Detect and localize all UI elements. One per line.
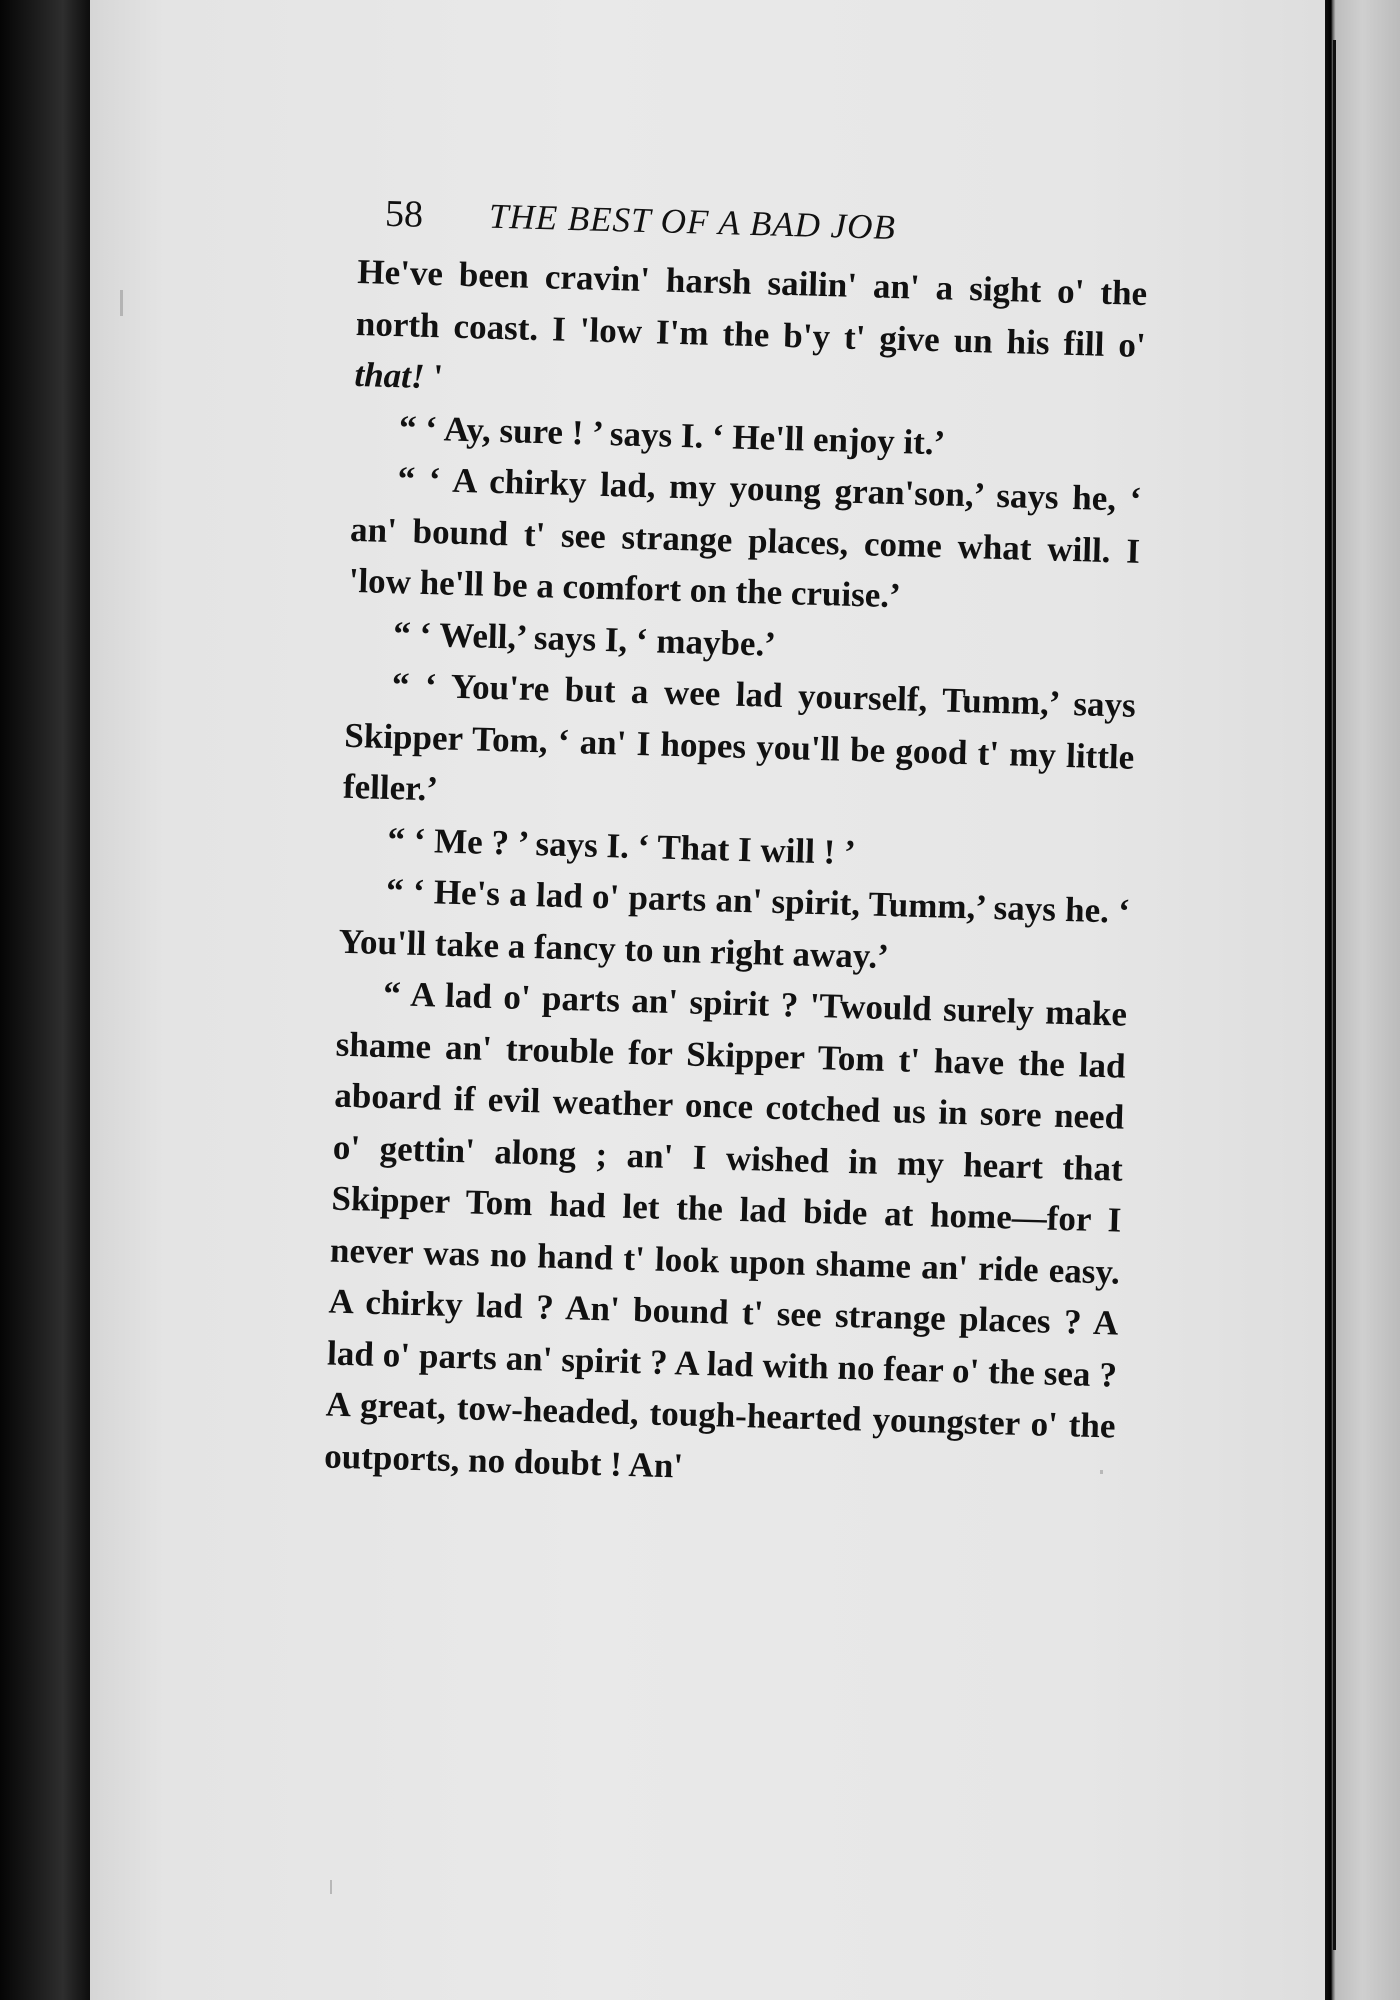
paragraph-text: “ ‘ Me ? ’ says I. ‘ That I will ! ’	[387, 819, 857, 872]
paragraph-text: “ A lad o' parts an' spirit ? 'Twould surely make shame an' trouble for Skipper Tom t' have the lad aboard if evil weather once cotched us in sore need o' gettin' along ; an' I wished in my heart that Skipper Tom had let the lad bide at home—for I never was no hand t' look upon shame an' ride easy. A chirky lad ? An' bound t' see strange places ? A lad o' parts an' spirit ? A lad with no fear o' the sea ? A great, tow-headed, tough-hearted youngster o' the outports, no doubt ! An'	[323, 973, 1128, 1486]
paragraph-8	[324, 967, 1128, 1504]
emphasized-word: that!	[354, 354, 426, 396]
paragraph-text: “ ‘ You're but a wee lad yourself, Tumm,’ says Skipper Tom, ‘ an' I hopes you'll be good t' my little feller.’	[342, 665, 1137, 809]
paragraph-5	[342, 658, 1136, 834]
paragraph-text: “ ‘ A chirky lad, my young gran'son,’ says he, ‘ an' bound t' see strange places, come what will. I 'low he'll be a comfort on the cruise.’	[348, 459, 1142, 616]
facing-page-edge	[1325, 0, 1400, 2000]
paper-speck	[120, 290, 123, 316]
paragraph-text: “ ‘ Ay, sure ! ’ says I. ‘ He'll enjoy it.’	[398, 407, 946, 462]
paragraph-text-tail: '	[424, 356, 444, 397]
book-spine	[0, 0, 90, 2000]
page-text-block	[319, 180, 1150, 1681]
page-number: 58	[384, 192, 424, 236]
paragraph-1	[354, 246, 1148, 422]
paragraph-text: He've been cravin' harsh sailin' an' a sight o' the north coast. I 'low I'm the b'y t' give un his fill o'	[355, 251, 1148, 365]
paragraph-3	[348, 452, 1142, 628]
running-title: THE BEST OF A BAD JOB	[488, 196, 897, 247]
paragraph-text: “ ‘ Well,’ says I, ‘ maybe.’	[392, 613, 777, 664]
page-gutter-line	[1333, 40, 1336, 1950]
paper-speck	[330, 1880, 332, 1894]
paragraph-text: “ ‘ He's a lad o' parts an' spirit, Tumm,’ says he. ‘ You'll take a fancy to un right away.’	[338, 871, 1131, 976]
